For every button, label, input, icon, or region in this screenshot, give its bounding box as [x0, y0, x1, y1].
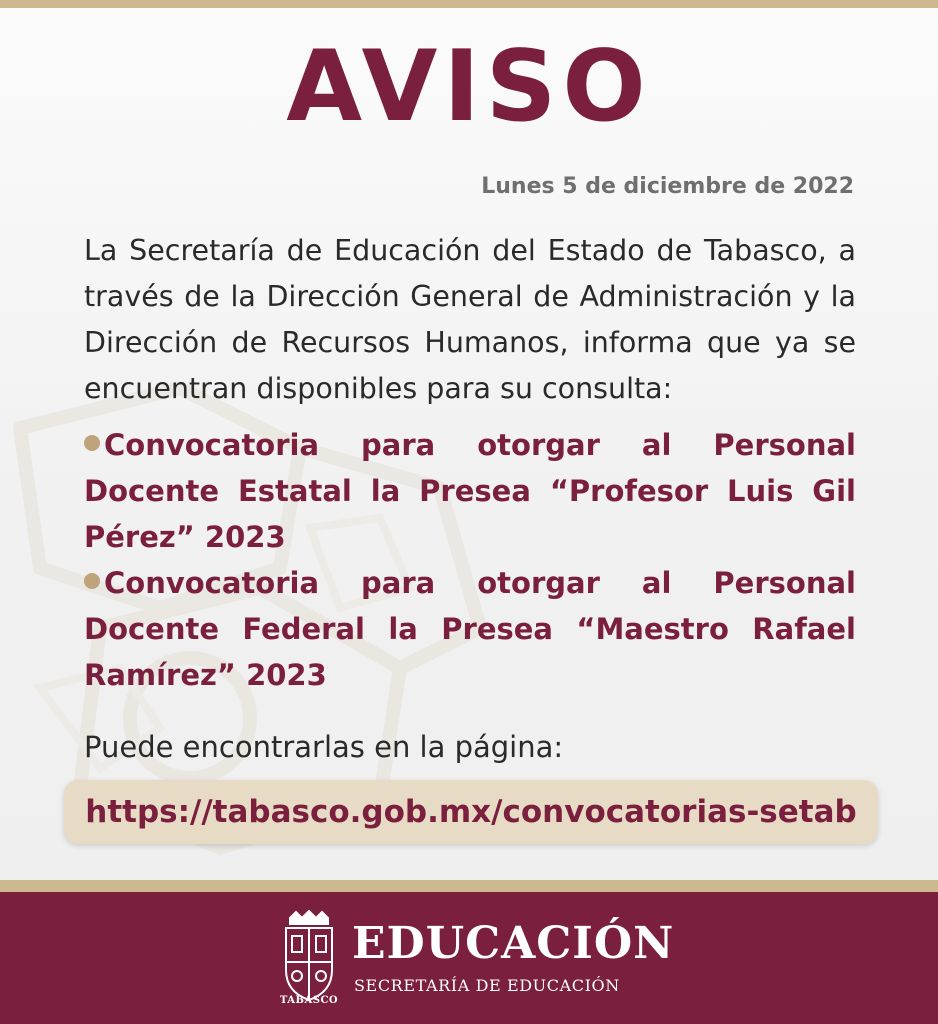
notice-intro: La Secretaría de Educación del Estado de Tabasco, a través de la Dirección General de Administración y la Dirección de Recursos Humanos, informa que ya se encuentran disponibles para su consulta: [84, 234, 856, 405]
list-item-text: Convocatoria para otorgar al Personal Docente Estatal la Presea “Profesor Luis Gil Pérez” 2023 [84, 428, 856, 554]
list-item [84, 560, 856, 698]
footer [0, 892, 938, 1024]
url-link[interactable]: https://tabasco.gob.mx/convocatorias-setab [85, 794, 857, 830]
notice-date: Lunes 5 de diciembre de 2022 [481, 174, 854, 199]
footer-gold-band [0, 880, 938, 892]
footer-subtitle: SECRETARÍA DE EDUCACIÓN [354, 976, 620, 995]
bullet-dot-icon [84, 573, 100, 589]
url-box [64, 780, 878, 844]
notice-panel [0, 8, 938, 880]
convocatorias-list [84, 422, 856, 698]
list-item [84, 422, 856, 560]
footer-title: EDUCACIÓN [352, 918, 675, 969]
crest-label: TABASCO [279, 995, 339, 1006]
page-label: Puede encontrarlas en la página: [84, 730, 564, 764]
notice-title: AVISO [286, 30, 652, 144]
top-gold-bar [0, 0, 938, 8]
list-item-text: Convocatoria para otorgar al Personal Docente Federal la Presea “Maestro Rafael Ramírez” 2023 [84, 566, 856, 692]
bullet-dot-icon [84, 435, 100, 451]
